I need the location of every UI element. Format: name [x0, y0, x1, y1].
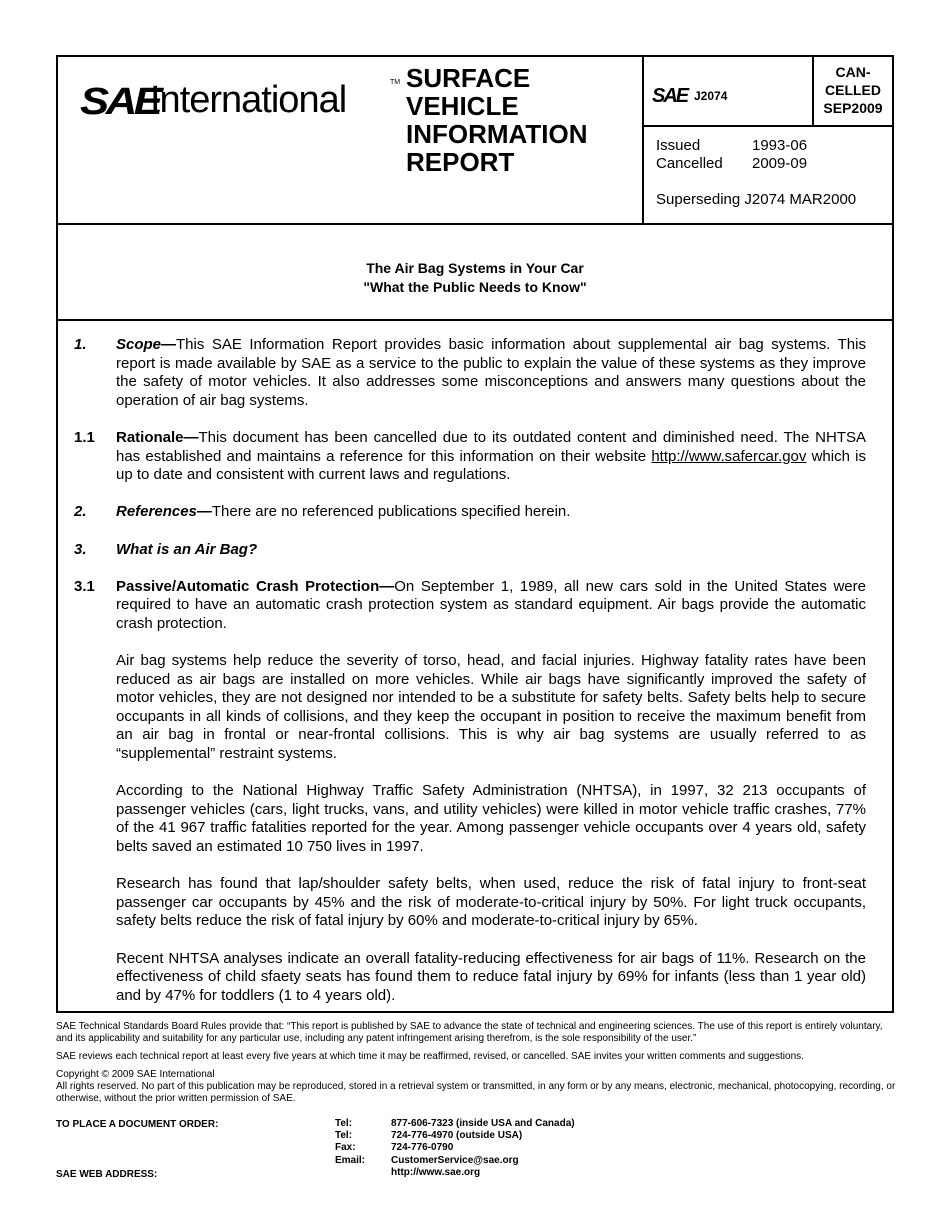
- doc-sae-logo: SAE: [652, 85, 688, 107]
- section-text: On September 1, 1989, all new cars sold in the United States were required to have an automatic crash protection system as standard equipment. Air bags provide the automatic crash protection.: [116, 577, 866, 632]
- document-number-block: [652, 85, 728, 108]
- document-frame: [56, 55, 894, 1013]
- paragraph: According to the National Highway Traffic Safety Administration (NHTSA), in 1997, 32 213 occupants of passenger vehicles (cars, light trucks, vans, and utility vehicles) were killed in motor vehicle traffic crashes, 77% of the 41 967 traffic fatalities reported for the year. Among passenger vehicle occupants over 4 years old, safety belts saved an estimated 10 750 lives in 1997.: [116, 782, 866, 856]
- report-title-line: REPORT: [406, 147, 515, 177]
- section-text-after: which is up to date and consistent with current laws and regulations.: [116, 447, 866, 484]
- header-divider: [642, 57, 644, 225]
- section-heading: Rationale—: [116, 428, 199, 446]
- section-crash-protection: [74, 578, 866, 634]
- section-text: This document has been cancelled due to its outdated content and diminished need. The NHTSA has established and maintains a reference for this information on their website: [116, 428, 866, 465]
- contact-value: 724-776-0790: [391, 1142, 454, 1154]
- issued-label: Issued: [656, 137, 701, 154]
- paragraph: Air bag systems help reduce the severity of torso, head, and facial injuries. Highway fatality rates have been reduced as air bags are installed on more vehicles. While air bags have significantly improved the safety of motor vehicles, they are not designed nor intended to be a substitute for safety belts. Safety belts help to secure occupants in all kinds of collisions, and they keep the occupant in position to receive the maximum benefit from an air bag in frontal or near-frontal collisions. This is why air bag systems are usually referred to as “supplemental” restraint systems.: [116, 652, 866, 763]
- section-heading: References—: [116, 503, 212, 521]
- document-header: [58, 57, 892, 225]
- logo-sae-mark: SAE: [80, 81, 160, 123]
- rules-notice: SAE Technical Standards Board Rules provide that: “This report is published by SAE to advance the state of technical and engineering sciences. The use of this report is entirely voluntary, and its applicability and suitability for any particular use, including any patent infringement arising therefrom, is the sole responsibility of the user.”: [56, 1021, 883, 1044]
- paragraph: Recent NHTSA analyses indicate an overall fatality-reducing effectiveness for air bags of 11%. Research on the effectiveness of child sfaety seats has found them to reduce fatal injury by 69% for infants (less than 1 year old) and by 47% for toddlers (1 to 4 years old).: [116, 949, 866, 1004]
- contact-key: Fax:: [335, 1142, 356, 1154]
- subtitle-line-1: The Air Bag Systems in Your Car: [366, 260, 584, 276]
- order-label: TO PLACE A DOCUMENT ORDER:: [56, 1119, 219, 1130]
- logo-international-text: International: [150, 79, 347, 121]
- report-title-line: VEHICLE: [406, 91, 519, 121]
- subtitle-rule: [58, 319, 892, 321]
- section-text: This SAE Information Report provides basic information about supplemental air bag systems. This report is made available by SAE as a service to the public to explain the value of these systems as they improve the safety of motor vehicles. It also addresses some misconceptions and answers many questions about the operation of air bag systems.: [116, 336, 866, 409]
- contact-email[interactable]: CustomerService@sae.org: [391, 1154, 519, 1166]
- section-heading: Passive/Automatic Crash Protection—: [116, 577, 395, 595]
- document-body: [74, 336, 866, 1024]
- contact-value: 724-776-4970 (outside USA): [391, 1130, 523, 1142]
- report-type-title: [406, 64, 588, 176]
- copyright: Copyright © 2009 SAE International: [56, 1069, 215, 1080]
- subtitle-line-2: "What the Public Needs to Know": [363, 279, 587, 295]
- section-heading: What is an Air Bag?: [116, 540, 258, 558]
- section-number: 3.1: [74, 577, 95, 595]
- contact-value: 877-606-7323 (inside USA and Canada): [391, 1118, 575, 1129]
- header-rule: [58, 223, 892, 225]
- section-what-is-airbag: [74, 541, 866, 560]
- document-number: J2074: [694, 89, 728, 103]
- contact-key: Email:: [335, 1154, 366, 1166]
- superseding-note: Superseding J2074 MAR2000: [656, 191, 857, 208]
- status-line: CELLED: [825, 82, 881, 98]
- section-rationale: [74, 429, 866, 485]
- cancelled-value: 2009-09: [752, 155, 808, 172]
- document-subtitle: [58, 259, 892, 297]
- review-notice: SAE reviews each technical report at least every five years at which time it may be reaffirmed, revised, or cancelled. SAE invites your written comments and suggestions.: [56, 1051, 804, 1062]
- paragraph: Research has found that lap/shoulder safety belts, when used, reduce the risk of fatal injury to front-seat passenger car occupants by 45% and the risk of moderate-to-critical injury by 50%. For light truck occupants, safety belts reduce the risk of fatal injury by 60% and moderate-to-critical injury by 65%.: [116, 875, 866, 930]
- logo-trademark: TM: [390, 79, 401, 86]
- section-text: There are no referenced publications specified herein.: [211, 503, 571, 521]
- legal-footer: [56, 1021, 896, 1105]
- section-number: 3.: [74, 540, 87, 558]
- section-number: 1.: [74, 336, 87, 353]
- safercar-link[interactable]: http://www.safercar.gov: [651, 447, 807, 465]
- issued-value: 1993-06: [752, 137, 808, 154]
- section-references: [74, 503, 866, 522]
- section-number: 2.: [74, 503, 87, 521]
- cancelled-label: Cancelled: [656, 155, 723, 172]
- section-scope: [74, 336, 866, 410]
- report-title-line: SURFACE: [406, 63, 531, 93]
- status-line: CAN-: [835, 64, 871, 80]
- sae-website-link[interactable]: http://www.sae.org: [391, 1166, 481, 1178]
- section-number: 1.1: [74, 428, 95, 446]
- status-line: SEP2009: [823, 100, 883, 116]
- cancelled-status-box: [814, 63, 892, 117]
- report-title-line: INFORMATION: [406, 119, 588, 149]
- web-address-label: SAE WEB ADDRESS:: [56, 1169, 158, 1180]
- status-divider-horizontal: [644, 125, 892, 127]
- rights-notice: All rights reserved. No part of this publication may be reproduced, stored in a retrieval system or transmitted, in any form or by any means, electronic, mechanical, photocopying, recording, or otherwise, without the prior written permission of SAE.: [56, 1081, 896, 1104]
- section-heading: Scope—: [116, 336, 177, 353]
- contact-key: Tel:: [335, 1130, 353, 1142]
- contact-key: Tel:: [335, 1118, 353, 1129]
